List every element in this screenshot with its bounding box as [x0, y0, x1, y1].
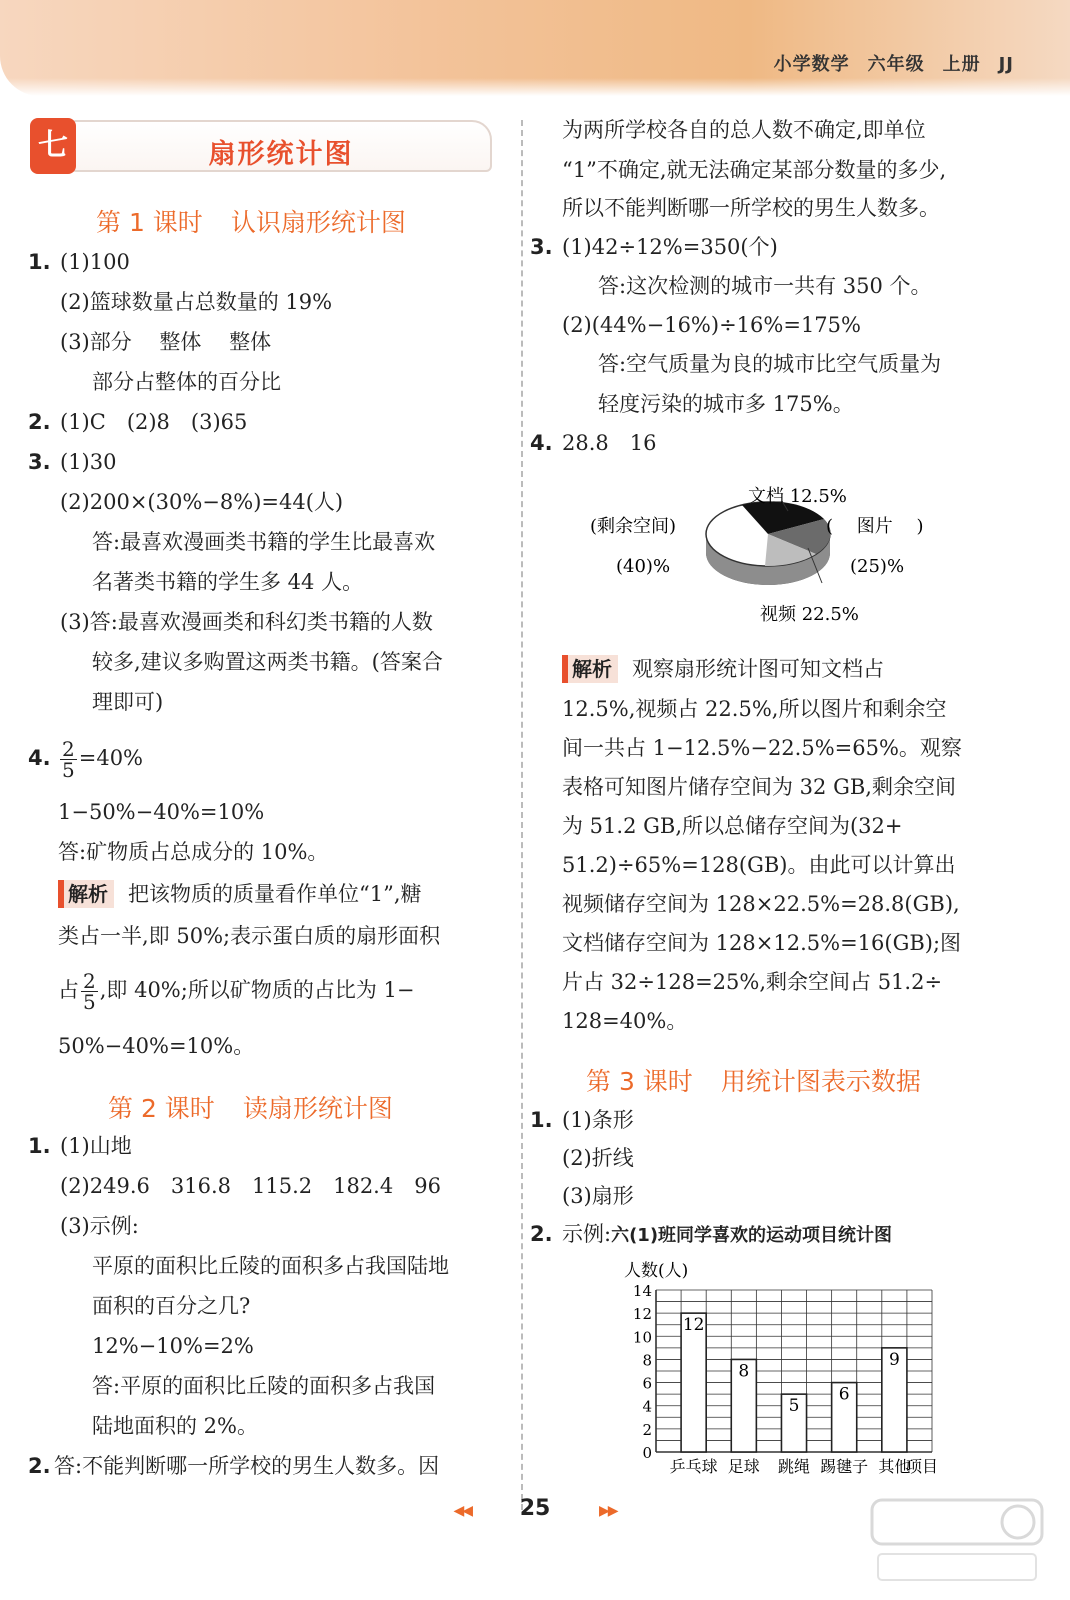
pie-chart — [560, 478, 960, 638]
analysis-line: 占 $\frac{2}{5}$ ,即 40%;所以矿物质的占比为 1− — [58, 969, 415, 1014]
answer-line: 平原的面积比丘陵的面积多占我国陆地 — [92, 1254, 449, 1278]
analysis-tag: 解析 — [562, 655, 618, 683]
analysis-line: 128=40%。 — [562, 1009, 688, 1033]
y-tick-label: 8 — [642, 1351, 652, 1370]
answer-line: (2)(44%−16%)÷16%=175% — [562, 313, 861, 337]
answer-line: 轻度污染的城市多 175%。 — [598, 392, 854, 416]
space-label: (剩余空间) — [590, 516, 677, 537]
x-tick-label: 其他 — [878, 1457, 911, 1476]
answer-line: 所以不能判断哪一所学校的男生人数多。 — [562, 196, 940, 220]
answer-line: 较多,建议多购置这两类书籍。(答案合 — [92, 650, 443, 674]
answer-line: (2)篮球数量占总数量的 19% — [60, 290, 333, 314]
analysis-line: 类占一半,即 50%;表示蛋白质的扇形面积 — [58, 924, 441, 948]
bar-value-label: 6 — [838, 1384, 850, 1405]
question-number: 1. — [28, 250, 51, 274]
fraction: $\frac{2}{5}$ — [62, 737, 75, 782]
next-arrow-icon: ▶▶ — [599, 1503, 617, 1519]
picture-percent: (25)% — [850, 556, 905, 577]
lesson-1-heading — [96, 203, 406, 239]
answer-line: 陆地面积的 2%。 — [92, 1414, 258, 1438]
answer-line: 面积的百分之几? — [92, 1294, 251, 1318]
question-number: 3. — [530, 235, 553, 259]
bar-value-label: 9 — [888, 1349, 900, 1370]
book-info — [756, 50, 1014, 76]
answer-line: 答:最喜欢漫画类书籍的学生比最喜欢 — [92, 530, 436, 554]
answer-line: 部分占整体的百分比 — [92, 370, 281, 394]
y-tick-label: 6 — [642, 1374, 652, 1393]
answer-line: 答:不能判断哪一所学校的男生人数多。因 — [54, 1454, 440, 1478]
page-number: 25 — [519, 1496, 551, 1521]
analysis-line: 间一共占 1−12.5%−22.5%=65%。观察 — [562, 736, 962, 760]
lesson-label: 第 2 课时 — [108, 1094, 215, 1123]
chapter-title: 扇形统计图 — [208, 139, 354, 170]
answer-line: (2)200×(30%−8%)=44(人) — [60, 490, 344, 514]
picture-label: ( 图片 ) — [826, 516, 924, 537]
chart-title: 六(1)班同学喜欢的运动项目统计图 — [611, 1225, 893, 1246]
analysis-line: 12.5%,视频占 22.5%,所以图片和剩余空 — [562, 697, 947, 721]
analysis-tag: 解析 — [58, 880, 114, 908]
chapter-number: 七 — [30, 118, 76, 174]
answer-line: 答:空气质量为良的城市比空气质量为 — [598, 352, 942, 376]
analysis-line: 表格可知图片储存空间为 32 GB,剩余空间 — [562, 775, 956, 799]
analysis-line: 视频储存空间为 128×22.5%=28.8(GB), — [562, 892, 960, 916]
lesson-2-heading — [108, 1089, 393, 1125]
y-tick-label: 0 — [642, 1444, 652, 1462]
question-number: 2. — [530, 1222, 553, 1246]
answer-line: (3)示例: — [60, 1214, 139, 1238]
analysis-line: 文档储存空间为 128×12.5%=16(GB);图 — [562, 931, 962, 955]
answer-line: 答:矿物质占总成分的 10%。 — [58, 840, 329, 864]
answer-line: 1−50%−40%=10% — [58, 800, 265, 824]
y-tick-label: 14 — [632, 1282, 652, 1300]
lesson-3-heading — [586, 1062, 921, 1098]
answer-line: (3)部分 整体 整体 — [60, 330, 272, 354]
analysis-line: 51.2)÷65%=128(GB)。由此可以计算出 — [562, 853, 956, 877]
space-percent: (40)% — [616, 556, 671, 577]
column-divider — [521, 120, 523, 1510]
y-tick-label: 10 — [632, 1328, 652, 1347]
question-number: 2. — [28, 1454, 51, 1478]
analysis-line: 解析 观察扇形统计图可知文档占 — [562, 654, 884, 684]
prev-arrow-icon: ◀◀ — [453, 1503, 471, 1519]
volume: 上册 — [942, 54, 981, 75]
answer-line: 名著类书籍的学生多 44 人。 — [92, 570, 364, 594]
header-band — [0, 0, 1070, 96]
bar-value-label: 5 — [788, 1396, 800, 1417]
answer-line: 28.8 16 — [562, 431, 657, 455]
answer-line: (1)条形 — [562, 1108, 634, 1132]
grade: 六年级 — [867, 54, 925, 75]
answer-line: (3)答:最喜欢漫画类和科幻类书籍的人数 — [60, 610, 433, 634]
answer-line: 答:这次检测的城市一共有 350 个。 — [598, 274, 932, 298]
x-axis-label: 项目 — [905, 1457, 938, 1476]
bar-value-label: 12 — [682, 1315, 705, 1336]
lesson-label: 第 3 课时 — [586, 1067, 693, 1096]
analysis-line: 解析 把该物质的质量看作单位“1”,糖 — [58, 879, 422, 909]
answer-line: (1)42÷12%=350(个) — [562, 235, 778, 259]
doc-label: 文档 12.5% — [748, 486, 847, 507]
lesson-label: 第 1 课时 — [96, 208, 203, 237]
answer-line: $\frac{2}{5}$ =40% — [62, 737, 144, 782]
question-number: 2. — [28, 410, 51, 434]
subject: 小学数学 — [773, 54, 850, 75]
fraction: $\frac{2}{5}$ — [83, 969, 96, 1014]
y-tick-label: 2 — [642, 1420, 652, 1439]
answer-line: 示例:六(1)班同学喜欢的运动项目统计图 — [562, 1222, 893, 1246]
answer-line: 12%−10%=2% — [92, 1334, 254, 1358]
y-tick-label: 12 — [632, 1305, 652, 1324]
analysis-line: 片占 32÷128=25%,剩余空间占 51.2÷ — [562, 970, 943, 994]
chapter-banner — [30, 118, 492, 176]
answer-line: 答:平原的面积比丘陵的面积多占我国 — [92, 1374, 436, 1398]
y-ticks — [633, 1282, 652, 1462]
answer-line: (1)C (2)8 (3)65 — [60, 410, 248, 434]
answer-line: “1”不确定,就无法确定某部分数量的多少, — [562, 158, 947, 182]
x-ticks — [670, 1457, 938, 1476]
question-number: 3. — [28, 450, 51, 474]
answer-line: (1)100 — [60, 250, 130, 274]
answer-line: 为两所学校各自的总人数不确定,即单位 — [562, 118, 926, 142]
x-tick-label: 踢毽子 — [820, 1457, 869, 1476]
analysis-line: 50%−40%=10%。 — [58, 1034, 255, 1058]
answer-line: (1)30 — [60, 450, 117, 474]
lesson-name: 用统计图表示数据 — [720, 1067, 921, 1096]
bar-chart — [600, 1256, 960, 1482]
question-number: 4. — [28, 746, 51, 770]
y-axis-label: 人数(人) — [624, 1261, 689, 1281]
answer-line: (3)扇形 — [562, 1184, 634, 1208]
x-tick-label: 乒乓球 — [669, 1457, 718, 1476]
answer-line: 理即可) — [92, 690, 164, 714]
chapter-bar — [70, 120, 492, 172]
y-tick-label: 4 — [642, 1397, 652, 1416]
analysis-line: 为 51.2 GB,所以总储存空间为(32+ — [562, 814, 903, 838]
answer-line: (2)折线 — [562, 1146, 634, 1170]
edition: JJ — [998, 54, 1014, 75]
lesson-name: 认识扇形统计图 — [230, 208, 406, 237]
x-tick-label: 足球 — [727, 1457, 760, 1476]
bar-value-label: 8 — [738, 1361, 750, 1382]
lesson-name: 读扇形统计图 — [242, 1094, 393, 1123]
watermark-logo — [868, 1496, 1046, 1586]
question-number: 1. — [530, 1108, 553, 1132]
question-number: 1. — [28, 1134, 51, 1158]
x-tick-label: 跳绳 — [777, 1457, 811, 1476]
question-number: 4. — [530, 431, 553, 455]
answer-line: (1)山地 — [60, 1134, 132, 1158]
answer-line: (2)249.6 316.8 115.2 182.4 96 — [60, 1174, 441, 1198]
video-label: 视频 22.5% — [760, 604, 859, 625]
